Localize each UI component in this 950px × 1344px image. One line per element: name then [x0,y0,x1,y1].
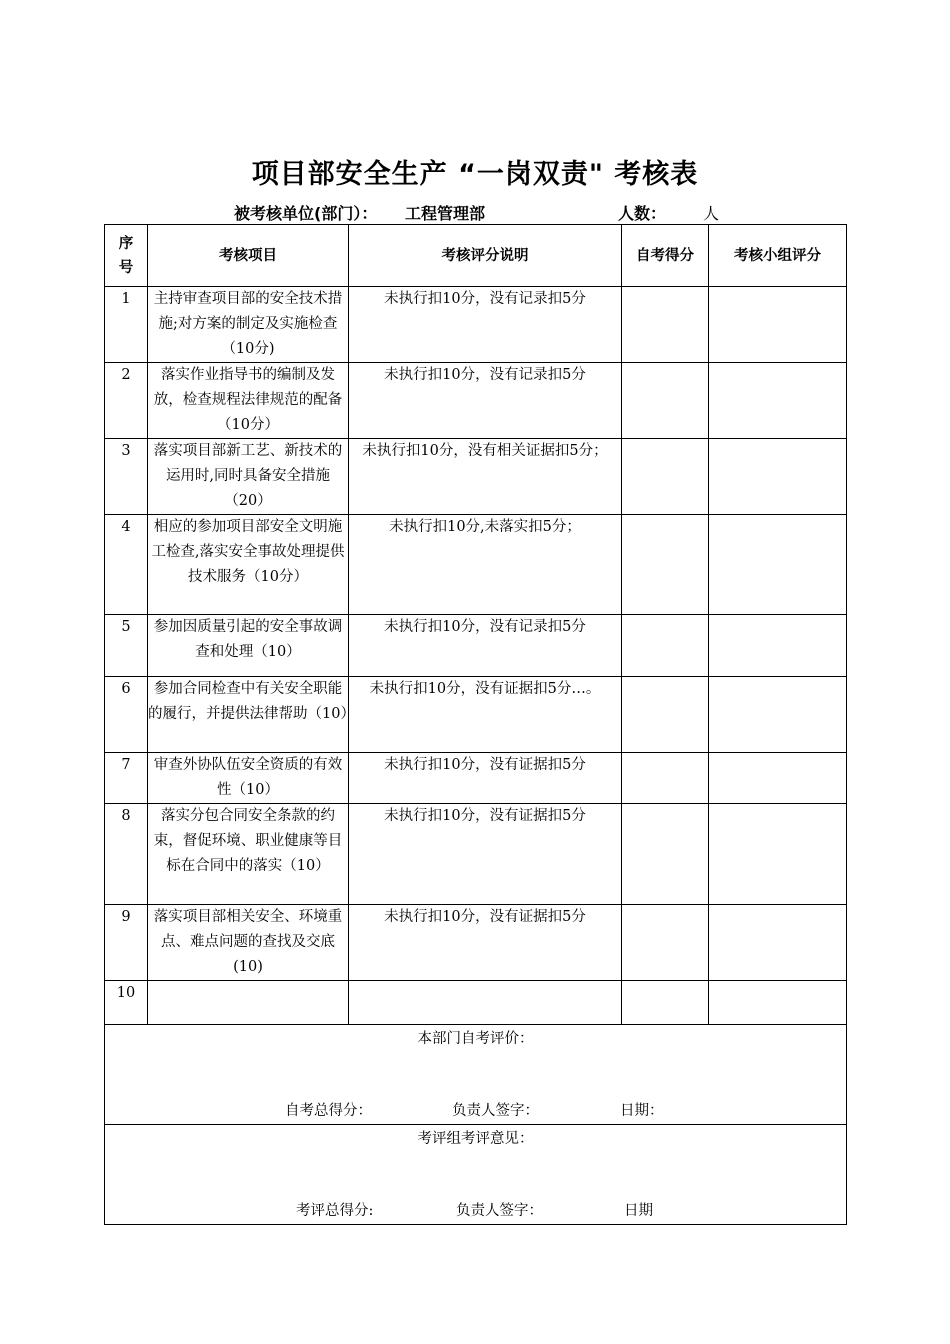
assessment-item: 参加合同检查中有关安全职能的履行，并提供法律帮助（10） [148,677,349,753]
unit-label: 被考核单位(部门）： [234,204,378,223]
self-score-cell[interactable] [622,677,709,753]
group-eval-row [105,1125,847,1225]
scoring-description: 未执行扣10分，没有证据扣5分 [349,753,622,804]
self-sign-label: 负责人签字： [452,1103,539,1119]
group-score-cell[interactable] [709,515,847,615]
scoring-description: 未执行扣10分，没有证据扣5分 [349,905,622,981]
header-desc: 考核评分说明 [349,225,622,287]
group-score-cell[interactable] [709,439,847,515]
assessment-item: 相应的参加项目部安全文明施工检查,落实安全事故处理提供技术服务（10分） [148,515,349,615]
table-row [105,905,847,981]
group-score-cell[interactable] [709,677,847,753]
assessment-item: 落实作业指导书的编制及发放，检查规程法律规范的配备（10分） [148,363,349,439]
assessment-table [104,224,847,1225]
header-group-score: 考核小组评分 [709,225,847,287]
group-score-cell[interactable] [709,363,847,439]
row-number: 9 [105,905,148,981]
row-number: 1 [105,287,148,363]
scoring-description: 未执行扣10分，没有记录扣5分 [349,287,622,363]
table-row [105,804,847,905]
scoring-description [349,981,622,1025]
row-number: 4 [105,515,148,615]
self-score-cell[interactable] [622,804,709,905]
self-eval-cell [105,1025,847,1125]
group-sign-label: 负责人签字： [456,1203,543,1219]
group-eval-title: 考评组考评意见： [417,1131,534,1147]
group-date-label: 日期 [624,1203,653,1219]
self-eval-row [105,1025,847,1125]
scoring-description: 未执行扣10分，没有记录扣5分 [349,363,622,439]
self-date-label: 日期： [620,1103,664,1119]
row-number: 7 [105,753,148,804]
self-score-cell[interactable] [622,615,709,677]
self-score-cell[interactable] [622,981,709,1025]
table-row [105,439,847,515]
row-number: 6 [105,677,148,753]
scoring-description: 未执行扣10分，没有记录扣5分 [349,615,622,677]
row-number: 3 [105,439,148,515]
self-total-label: 自考总得分： [285,1103,372,1119]
table-row [105,981,847,1025]
row-number: 10 [105,981,148,1025]
assessment-item: 审查外协队伍安全资质的有效性（10） [148,753,349,804]
self-score-cell[interactable] [622,515,709,615]
self-score-cell[interactable] [622,753,709,804]
table-row [105,363,847,439]
scoring-description: 未执行扣10分,未落实扣5分； [349,515,622,615]
scoring-description: 未执行扣10分，没有证据扣5分…。 [349,677,622,753]
assessment-item: 主持审查项目部的安全技术措施;对方案的制定及实施检查（10分) [148,287,349,363]
document-title: 项目部安全生产 “一岗双责" 考核表 [251,159,699,190]
row-number: 5 [105,615,148,677]
row-number: 8 [105,804,148,905]
unit-value: 工程管理部 [405,204,486,223]
unit-info-line [0,201,950,223]
table-row [105,615,847,677]
group-score-cell[interactable] [709,615,847,677]
self-score-cell[interactable] [622,905,709,981]
header-item: 考核项目 [148,225,349,287]
scoring-description: 未执行扣10分，没有相关证据扣5分； [349,439,622,515]
assessment-item [148,981,349,1025]
table-row [105,287,847,363]
self-score-cell[interactable] [622,287,709,363]
group-score-cell[interactable] [709,981,847,1025]
header-seq: 序号 [105,225,148,287]
group-total-label: 考评总得分: [296,1203,374,1219]
self-score-cell[interactable] [622,363,709,439]
group-score-cell[interactable] [709,753,847,804]
group-score-cell[interactable] [709,905,847,981]
header-self-score: 自考得分 [622,225,709,287]
headcount-label: 人数： [618,204,667,223]
group-score-cell[interactable] [709,804,847,905]
row-number: 2 [105,363,148,439]
assessment-item: 落实项目部新工艺、新技术的运用时,同时具备安全措施（20） [148,439,349,515]
assessment-item: 落实分包合同安全条款的约束，督促环境、职业健康等目标在合同中的落实（10） [148,804,349,905]
headcount-unit: 人 [703,204,720,223]
self-eval-title: 本部门自考评价： [417,1031,534,1047]
table-row [105,753,847,804]
header-row [105,225,847,287]
assessment-item: 落实项目部相关安全、环境重点、难点问题的查找及交底(10) [148,905,349,981]
group-eval-cell [105,1125,847,1225]
scoring-description: 未执行扣10分，没有证据扣5分 [349,804,622,905]
table-row [105,677,847,753]
self-score-cell[interactable] [622,439,709,515]
assessment-item: 参加因质量引起的安全事故调查和处理（10） [148,615,349,677]
group-score-cell[interactable] [709,287,847,363]
table-row [105,515,847,615]
